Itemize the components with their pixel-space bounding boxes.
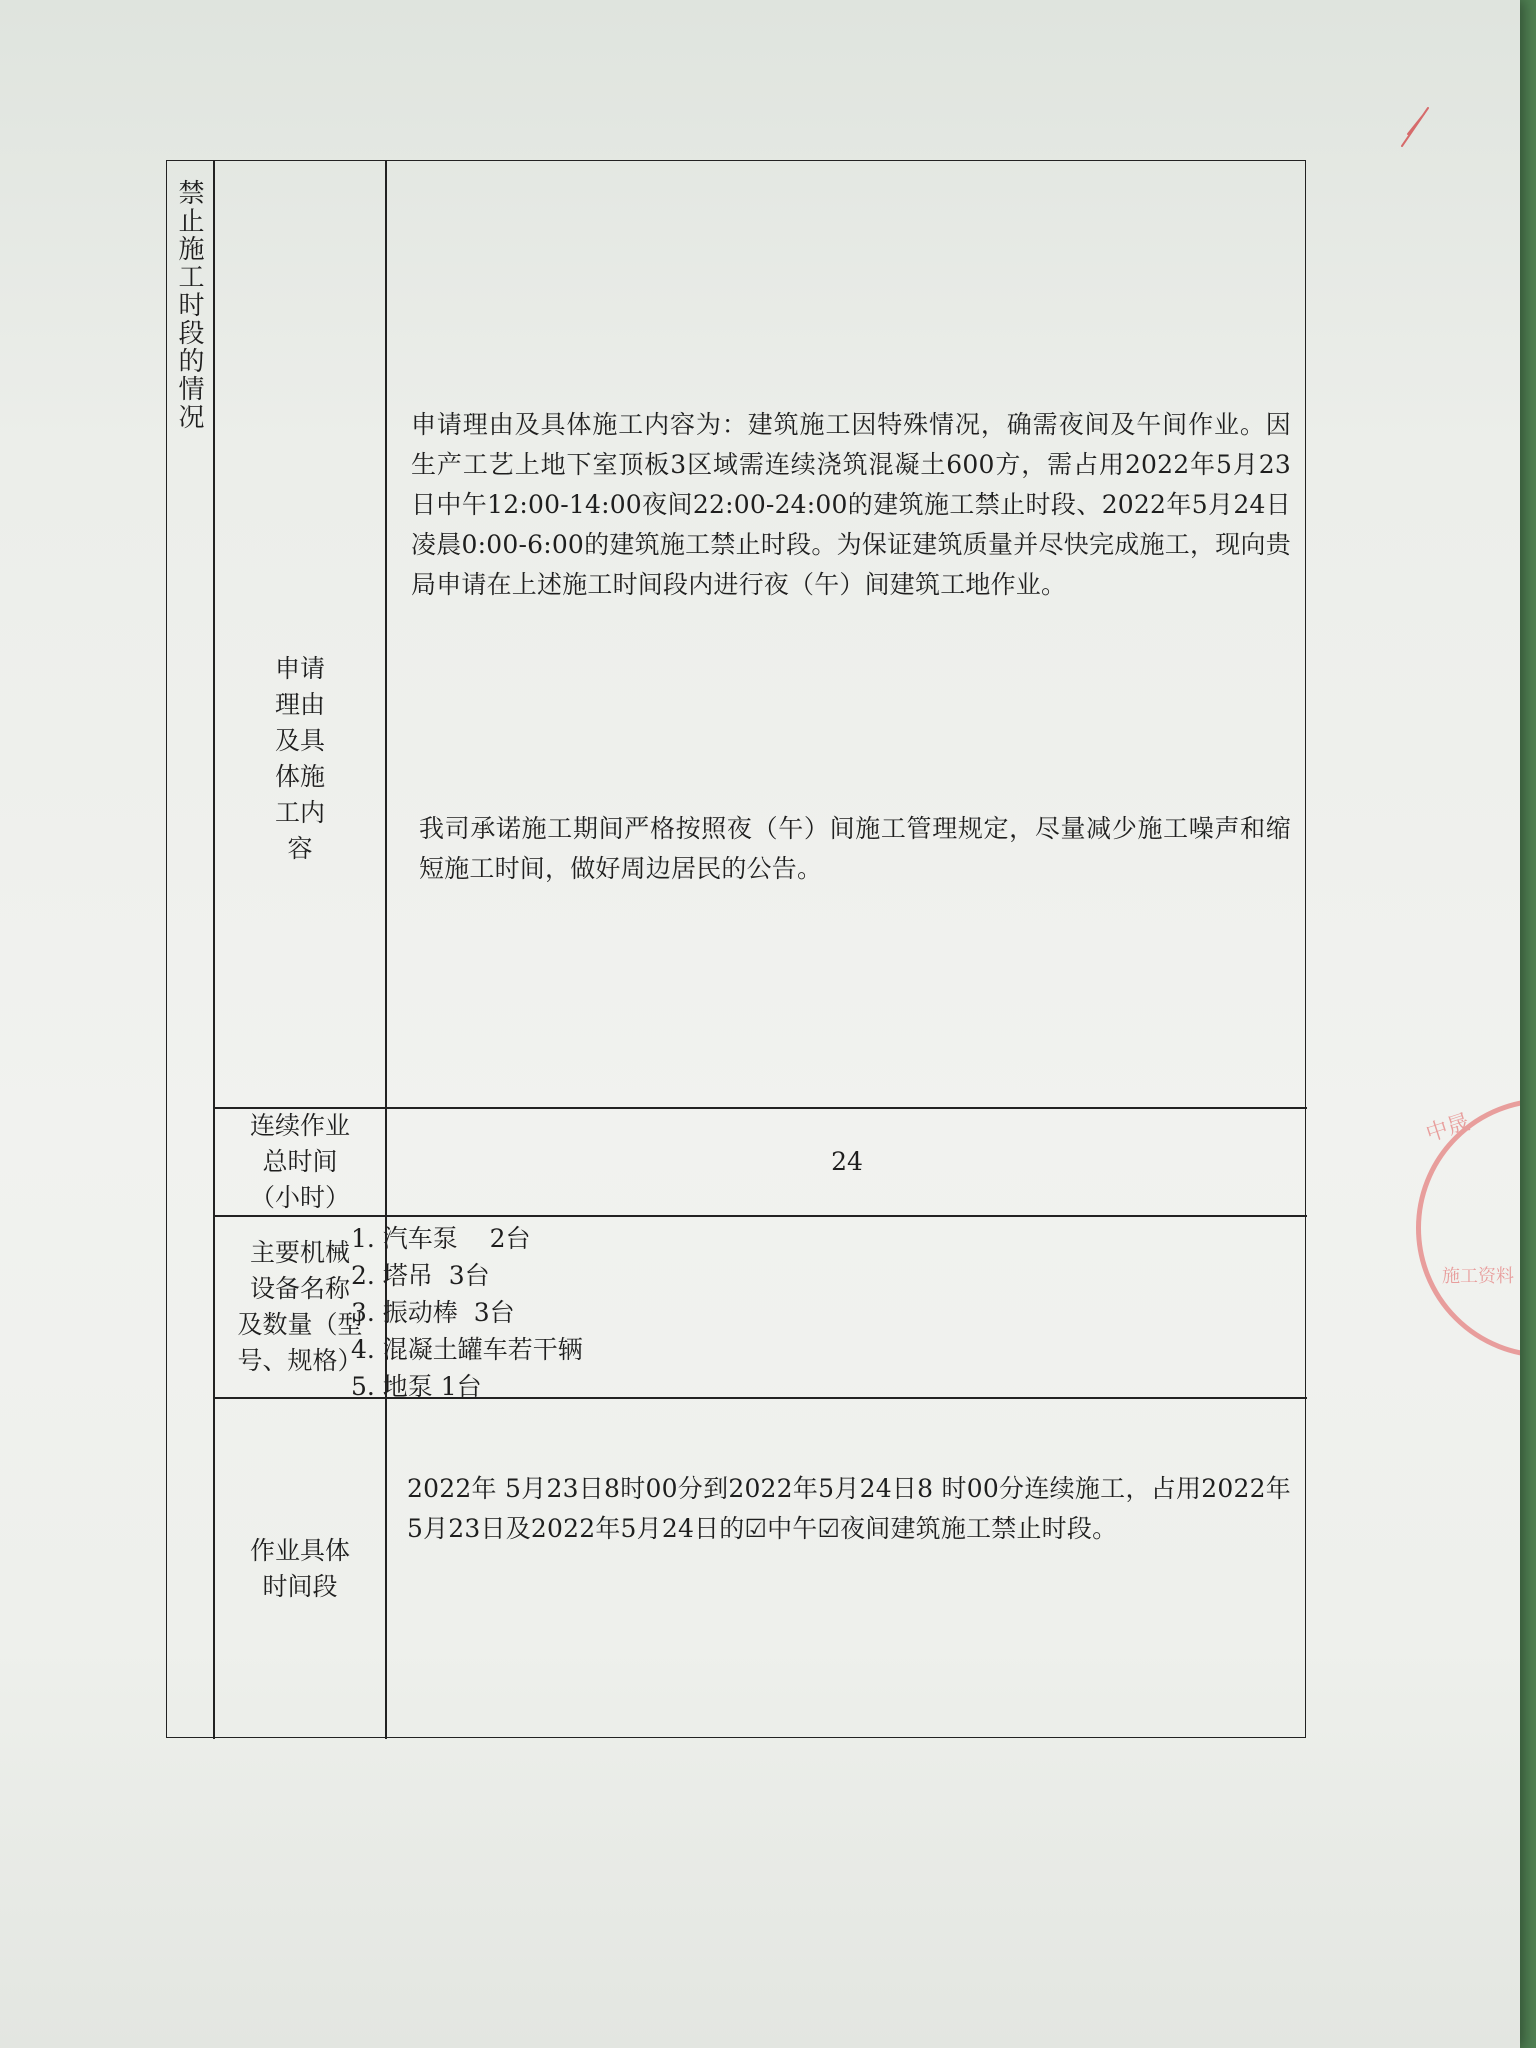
reason-label-line-3: 及具 <box>274 726 325 755</box>
schedule-text: 2022年 5月23日8时00分到2022年5月24日8 时00分连续施工，占用2022年5月23日及2022年5月24日的☑中午☑夜间建筑施工禁止时段。 <box>407 1474 1291 1543</box>
equipment-label-line-2: 设备名称 <box>249 1273 350 1303</box>
duration-value: 24 <box>831 1146 863 1176</box>
commitment-paragraph: 我司承诺施工期间严格按照夜（午）间施工管理规定，尽量减少施工噪声和缩短施工时间，做好周边居民的公告。 <box>419 814 1291 883</box>
schedule-label-line-1: 作业具体 <box>249 1535 350 1565</box>
table-divider-label-column <box>385 161 387 1739</box>
equipment-item: 5. 地泵 1台 <box>351 1372 482 1401</box>
official-stamp <box>1408 1098 1520 1382</box>
reason-label-line-5: 工内 <box>274 798 325 827</box>
section-title: 禁止施工时段的情况 <box>174 179 204 431</box>
reason-label-line-6: 容 <box>287 834 313 863</box>
equipment-item: 2. 塔吊 3台 <box>351 1261 490 1290</box>
equipment-item: 3. 振动棒 3台 <box>351 1298 515 1327</box>
construction-form-table <box>166 160 1306 1738</box>
duration-label-line-3: （小时） <box>249 1182 350 1212</box>
schedule-label-line-2: 时间段 <box>262 1571 338 1601</box>
reason-label-line-4: 体施 <box>274 762 325 791</box>
equipment-label-line-4: 号、规格） <box>237 1345 363 1375</box>
pen-mark <box>1398 104 1436 150</box>
reason-label-line-1: 申请 <box>274 654 325 683</box>
reason-label-line-2: 理由 <box>274 690 325 719</box>
stamp-text: 中晟 <box>1423 1109 1473 1148</box>
equipment-item: 1. 汽车泵 2台 <box>351 1224 531 1253</box>
equipment-item: 4. 混凝土罐车若干辆 <box>351 1335 583 1364</box>
reason-label <box>215 161 385 1107</box>
reason-paragraph: 申请理由及具体施工内容为：建筑施工因特殊情况，确需夜间及午间作业。因生产工艺上地下室顶板3区域需连续浇筑混凝土600方，需占用2022年5月23日中午12:00-14:00夜间22:00-24:00的建筑施工禁止时段、2022年5月24日凌晨0:00-6:00的建筑施工禁止时段。为保证建筑质量并尽快完成施工，现向贵局申请在上述施工时间段内进行夜（午）间建筑工地作业。 <box>411 410 1291 599</box>
equipment-label-line-1: 主要机械 <box>249 1237 350 1267</box>
duration-label-line-1: 连续作业 <box>249 1110 350 1140</box>
stamp-subtext: 施工资料 <box>1442 1266 1514 1287</box>
duration-label <box>215 1108 385 1215</box>
equipment-list <box>351 1220 1251 1405</box>
schedule-label <box>215 1398 385 1739</box>
duration-label-line-2: 总时间 <box>262 1146 338 1176</box>
equipment-label-line-3: 及数量（型 <box>237 1309 363 1339</box>
